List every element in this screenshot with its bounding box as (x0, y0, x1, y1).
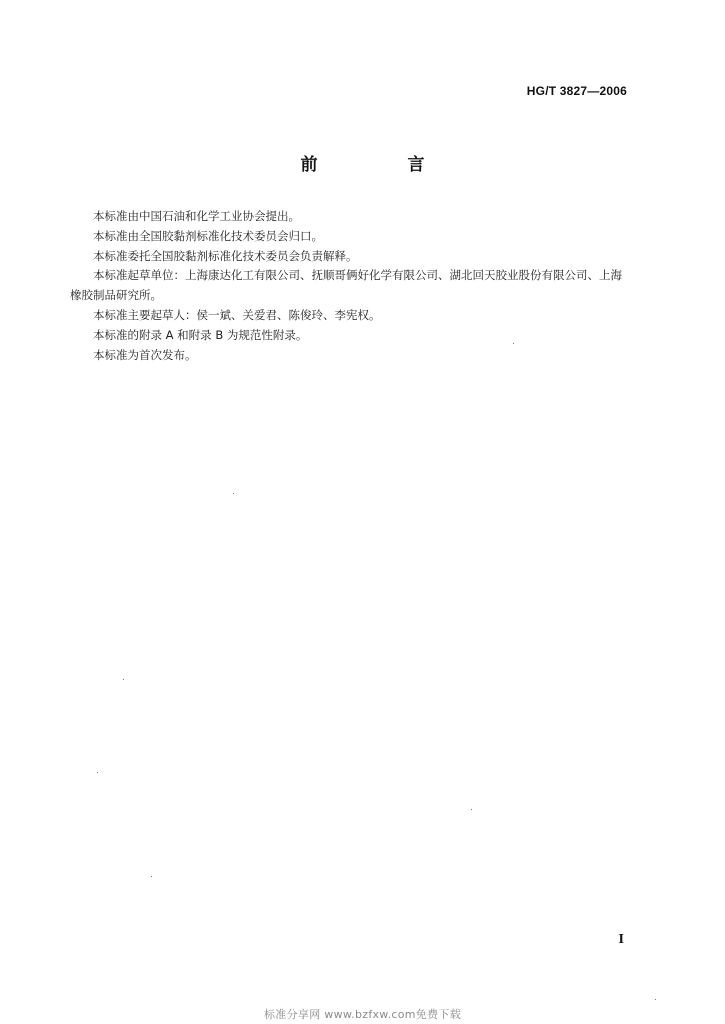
paragraph-drafters: 本标准主要起草人：侯一斌、关爱君、陈俊玲、李宪权。 (93, 307, 381, 322)
page-number: I (618, 932, 624, 947)
scan-speck (513, 343, 514, 344)
standard-code: HG/T 3827—2006 (526, 84, 627, 98)
scan-speck (123, 679, 124, 680)
scan-speck (151, 876, 152, 877)
paragraph-jurisdiction: 本标准由全国胶黏剂标准化技术委员会归口。 (93, 228, 323, 243)
paragraph-drafting-units: 本标准起草单位：上海康达化工有限公司、抚顺哥俩好化学有限公司、湖北回天胶业股份有限公司、上海橡胶制品研究所。 (70, 268, 622, 303)
paragraph-interpretation: 本标准委托全国胶黏剂标准化技术委员会负责解释。 (93, 248, 358, 263)
scan-speck (471, 809, 472, 810)
scan-speck (97, 772, 98, 773)
page-title: 前 言 (300, 155, 467, 175)
foreword-body (70, 207, 630, 365)
paragraph-proposer: 本标准由中国石油和化学工业协会提出。 (93, 209, 300, 223)
site-watermark: 标准分享网 www.bzfxw.com免费下载 (264, 1008, 461, 1021)
paragraph-appendices: 本标准的附录 A 和附录 B 为规范性附录。 (93, 327, 308, 342)
scan-speck (233, 493, 234, 494)
scan-speck (655, 999, 656, 1000)
paragraph-first-release: 本标准为首次发布。 (93, 347, 197, 362)
